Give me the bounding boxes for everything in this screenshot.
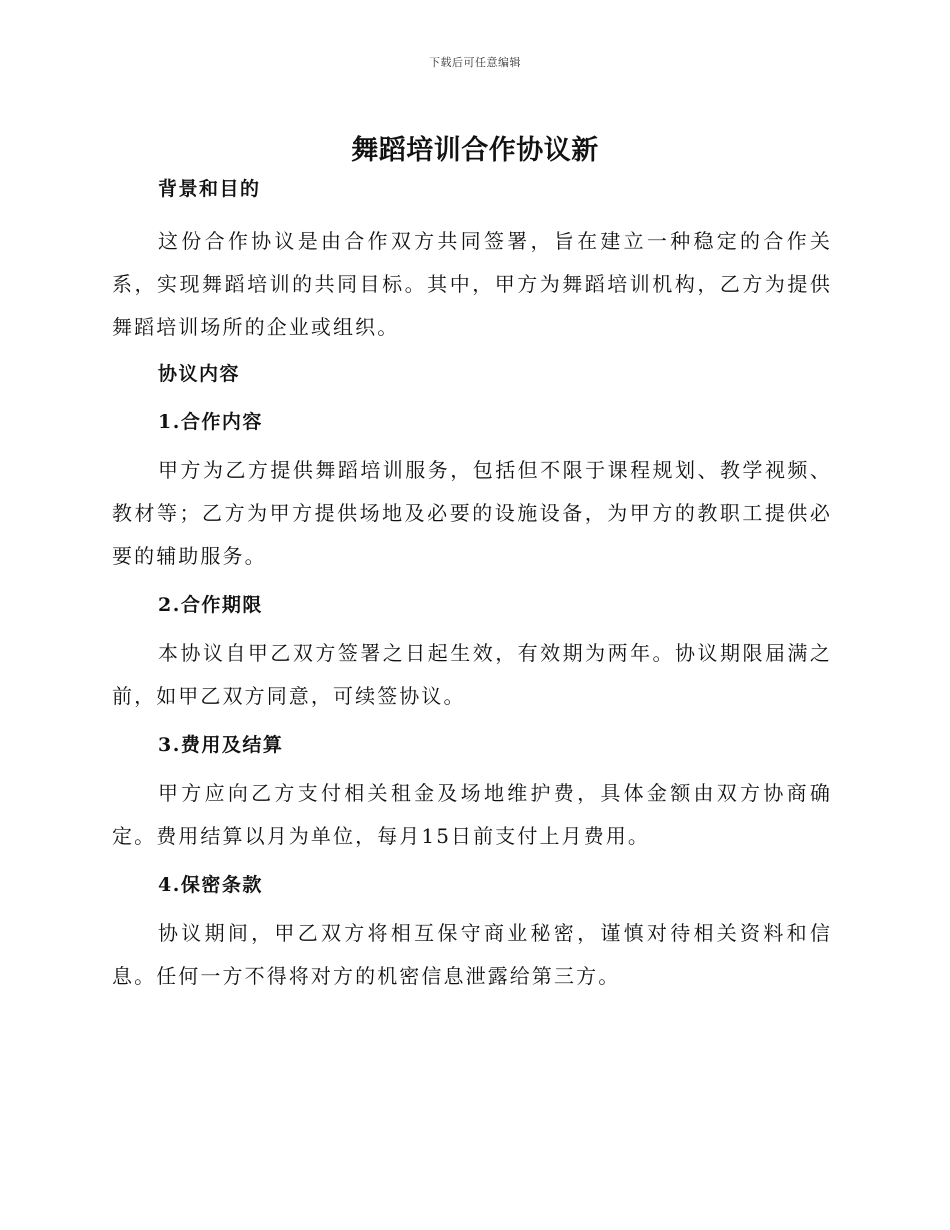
section-paragraph-cooperation-content: 甲方为乙方提供舞蹈培训服务，包括但不限于课程规划、教学视频、教材等；乙方为甲方提供场地及必要的设施设备，为甲方的教职工提供必要的辅助服务。	[112, 458, 832, 568]
section-heading-cooperation-term: 2.合作期限	[158, 594, 263, 616]
section-heading-confidentiality: 4.保密条款	[158, 874, 263, 896]
section-paragraph-fees-settlement: 甲方应向乙方支付相关租金及场地维护费，具体金额由双方协商确定。费用结算以月为单位，每月15日前支付上月费用。	[112, 781, 832, 848]
document-body	[112, 172, 832, 998]
section-heading-background: 背景和目的	[158, 178, 261, 200]
document-title: 舞蹈培训合作协议新	[351, 135, 599, 166]
section-heading-agreement-content: 协议内容	[158, 363, 241, 385]
section-paragraph-cooperation-term: 本协议自甲乙双方签署之日起生效，有效期为两年。协议期限届满之前，如甲乙双方同意，可续签协议。	[112, 641, 832, 708]
header-note: 下载后可任意编辑	[429, 56, 521, 69]
section-heading-cooperation-content: 1.合作内容	[158, 411, 263, 433]
section-paragraph-background: 这份合作协议是由合作双方共同签署，旨在建立一种稳定的合作关系，实现舞蹈培训的共同目标。其中，甲方为舞蹈培训机构，乙方为提供舞蹈培训场所的企业或组织。	[112, 229, 832, 339]
section-paragraph-confidentiality: 协议期间，甲乙双方将相互保守商业秘密，谨慎对待相关资料和信息。任何一方不得将对方的机密信息泄露给第三方。	[112, 921, 832, 988]
section-heading-fees-settlement: 3.费用及结算	[158, 734, 284, 756]
